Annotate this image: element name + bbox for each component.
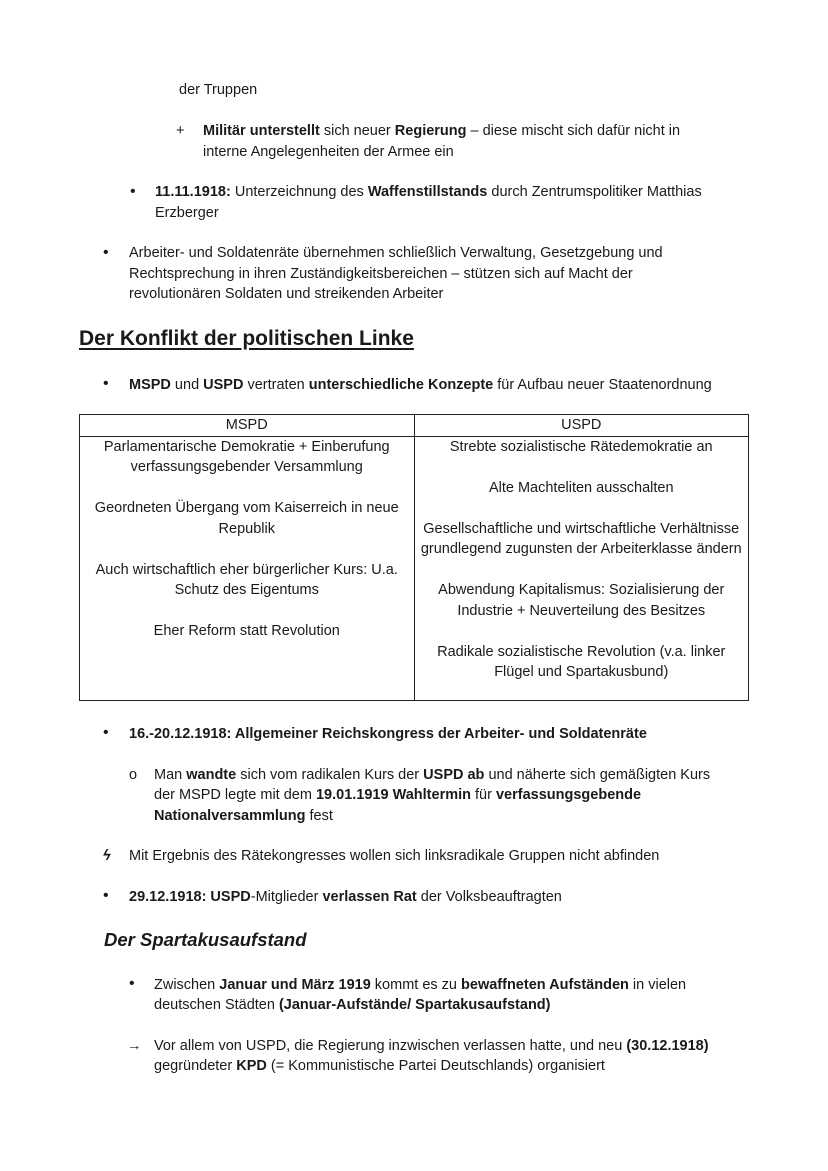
mspd-cell	[80, 436, 415, 701]
bullet-icon: •	[130, 183, 136, 200]
table-cell-paragraph: Strebte sozialistische Rätedemokratie an	[449, 438, 713, 455]
list-item: MSPD und USPD vertraten unterschiedliche Konzepte für Aufbau neuer Staatenordnung	[129, 377, 712, 393]
text-line: der Truppen	[179, 82, 258, 98]
plus-icon: +	[176, 123, 185, 139]
uspd-cell	[414, 436, 749, 701]
text-line: Rechtsprechung in ihren Zuständigkeitsbereichen – stützen sich auf Macht der	[129, 266, 633, 282]
list-item: 16.-20.12.1918: Allgemeiner Reichskongress der Arbeiter- und Soldatenräte	[129, 726, 647, 742]
comparison-table	[79, 414, 749, 701]
bullet-icon: •	[103, 887, 109, 904]
lightning-icon: ϟ	[103, 848, 111, 864]
bullet-icon: •	[103, 375, 109, 392]
text-line: interne Angelegenheiten der Armee ein	[203, 144, 454, 160]
bullet-icon: •	[103, 244, 109, 261]
table-header-row	[80, 415, 749, 437]
table-cell-paragraph: Radikale sozialistische Revolution (v.a. linker Flügel und Spartakusbund)	[437, 643, 726, 680]
list-item: Vor allem von USPD, die Regierung inzwischen verlassen hatte, und neu (30.12.1918)	[154, 1038, 709, 1054]
list-item: Arbeiter- und Soldatenräte übernehmen schließlich Verwaltung, Gesetzgebung und	[129, 245, 663, 261]
table-cell-paragraph: Alte Machteliten ausschalten	[488, 479, 674, 496]
list-item: 11.11.1918: Unterzeichnung des Waffenstillstands durch Zentrumspolitiker Matthias	[155, 184, 702, 200]
bullet-icon: •	[129, 975, 135, 992]
table-cell-paragraph: Geordneten Übergang vom Kaiserreich in neue Republik	[94, 500, 399, 537]
column-header-uspd: USPD	[414, 415, 749, 437]
text-line: gegründeter KPD (= Kommunistische Partei Deutschlands) organisiert	[154, 1058, 605, 1074]
list-item: Man wandte sich vom radikalen Kurs der USPD ab und näherte sich gemäßigten Kurs	[154, 767, 711, 783]
arrow-right-icon: →	[127, 1038, 142, 1054]
list-item: Zwischen Januar und März 1919 kommt es zu bewaffneten Aufständen in vielen	[154, 977, 687, 993]
table-cell-paragraph: Abwendung Kapitalismus: Sozialisierung der Industrie + Neuverteilung des Besitzes	[438, 582, 725, 619]
text-line: revolutionären Soldaten und streikenden Arbeiter	[129, 286, 444, 302]
table-cell-paragraph: Parlamentarische Demokratie + Einberufung verfassungsgebender Versammlung	[103, 438, 390, 475]
table-row	[80, 436, 749, 701]
text-line: Nationalversammlung fest	[154, 808, 333, 824]
section-heading: Der Konflikt der politischen Linke	[79, 327, 414, 350]
table-cell-paragraph: Eher Reform statt Revolution	[153, 623, 340, 639]
table-cell-paragraph: Gesellschaftliche und wirtschaftliche Verhältnisse grundlegend zugunsten der Arbeiterklasse ändern	[420, 520, 742, 557]
list-item: 29.12.1918: USPD-Mitglieder verlassen Rat der Volksbeauftragten	[129, 889, 562, 905]
subsection-heading: Der Spartakusaufstand	[104, 929, 307, 950]
list-item: Militär unterstellt sich neuer Regierung – diese mischt sich dafür nicht in	[203, 123, 681, 139]
text-line: der MSPD legte mit dem 19.01.1919 Wahltermin für verfassungsgebende	[154, 787, 642, 803]
table-cell-paragraph: Auch wirtschaftlich eher bürgerlicher Kurs: U.a. Schutz des Eigentums	[95, 561, 398, 598]
circle-bullet-icon: o	[129, 767, 138, 783]
text-line: Erzberger	[155, 205, 219, 221]
list-item: Mit Ergebnis des Rätekongresses wollen sich linksradikale Gruppen nicht abfinden	[129, 848, 660, 864]
column-header-mspd: MSPD	[80, 415, 415, 437]
bullet-icon: •	[103, 724, 109, 741]
text-line: deutschen Städten (Januar-Aufstände/ Spartakusaufstand)	[154, 997, 551, 1013]
